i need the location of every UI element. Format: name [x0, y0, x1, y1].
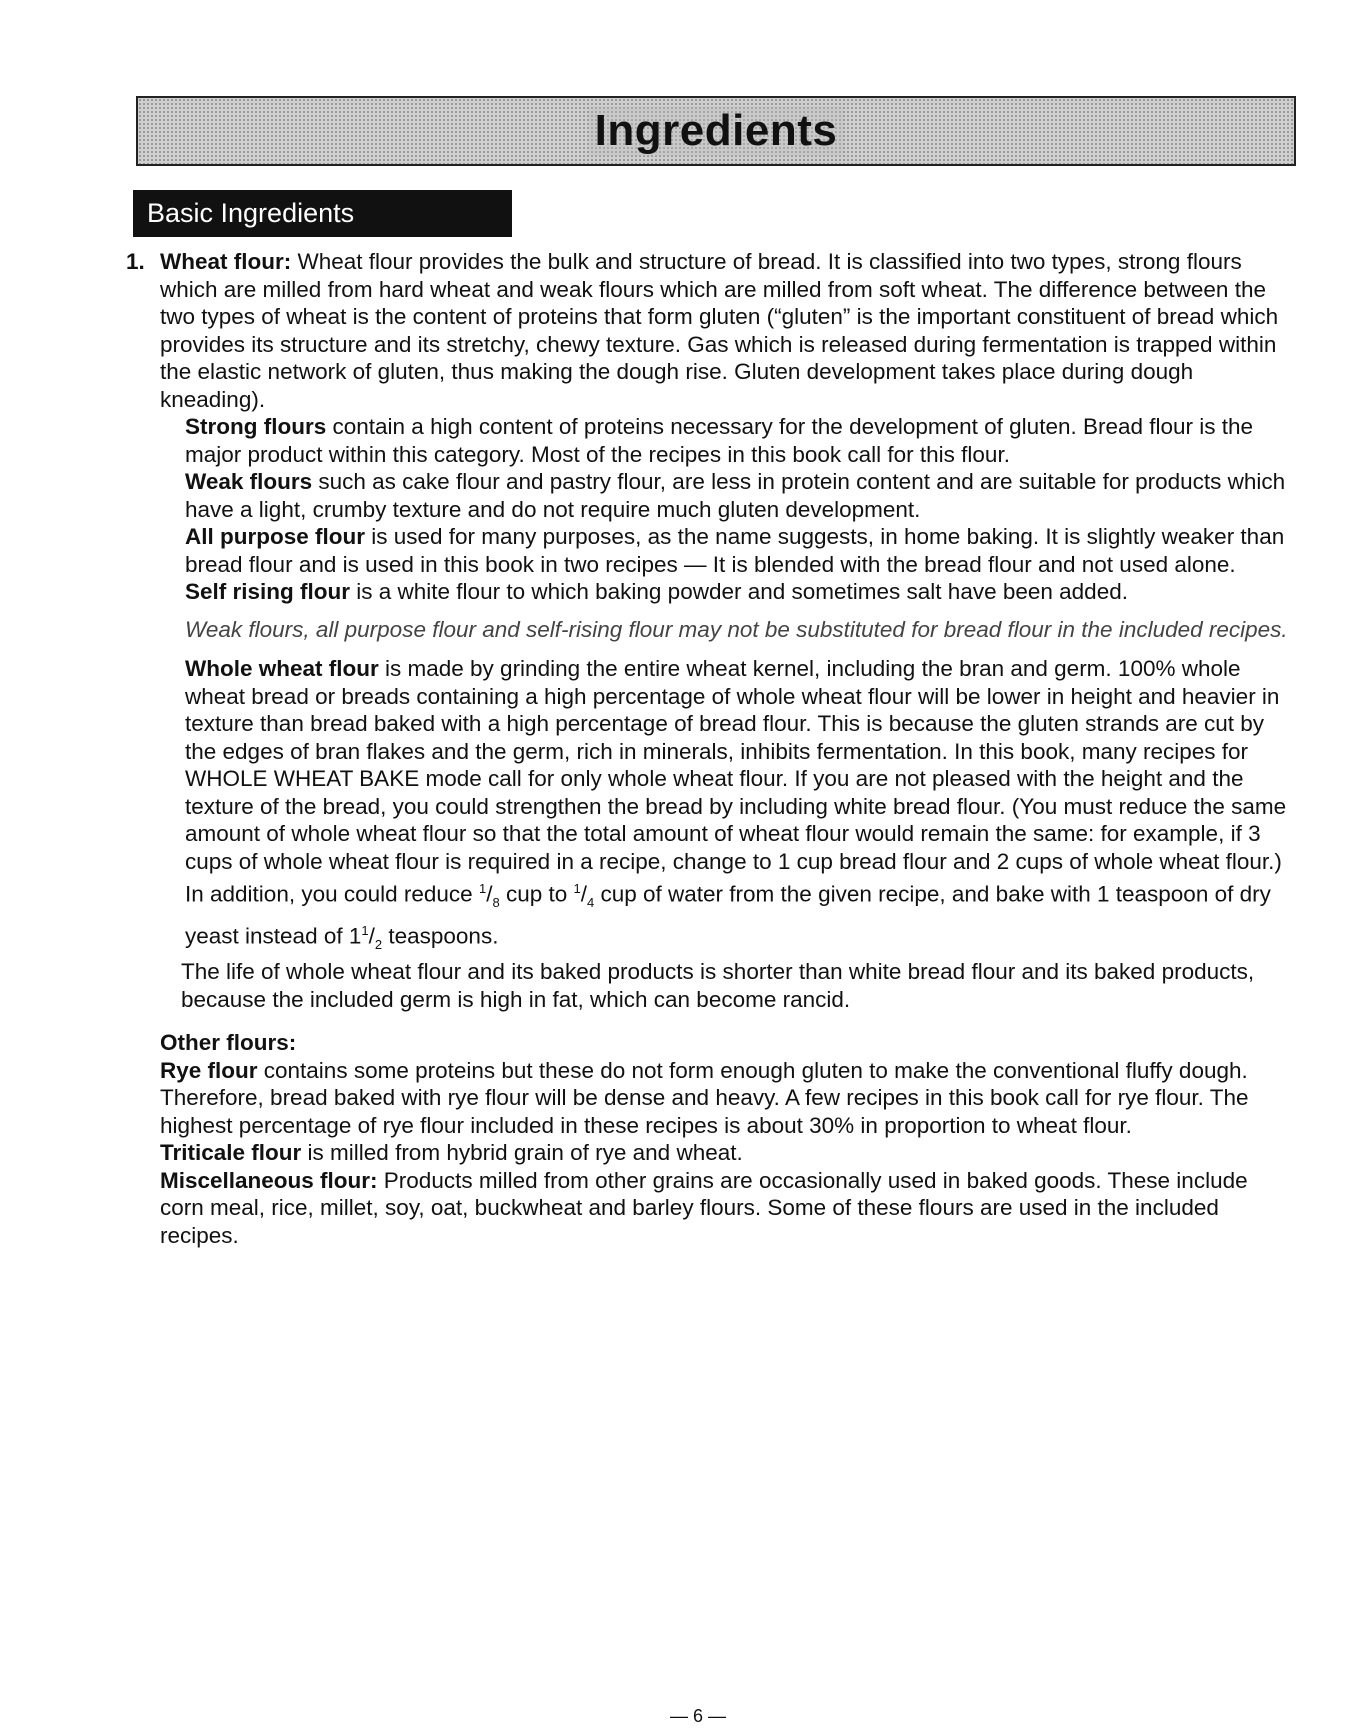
whole-wheat-text-c: cup of water from the given recipe, and bake with 1 teaspoon of dry yeast instead of 1 — [185, 881, 1271, 948]
weak-flours-text: such as cake flour and pastry flour, are less in protein content and are suitable for products which have a light, crumby texture and do not require much gluten development. — [185, 469, 1286, 522]
whole-wheat-text-a: is made by grinding the entire wheat kernel, including the bran and germ. 100% whole wheat bread or breads containing a high percentage of whole wheat flour will be lower in height and heavier in texture than bread baked with a high percentage of bread flour. This is because the gluten strands are cut by the edges of bran flakes and the germ, rich in minerals, inhibits fermentation. In this book, many recipes for WHOLE WHEAT BAKE mode call for only whole wheat flour. If you are not pleased with the height and the texture of the bread, you could strengthen the bread by including white bread flour. (You must reduce the same amount of whole wheat flour so that the total amount of wheat flour would remain the same: for example, if 3 cups of whole wheat flour is required in a recipe, change to 1 cup bread flour and 2 cups of whole wheat flour.) In addition, you could reduce — [185, 656, 1287, 907]
page-banner — [136, 96, 1296, 166]
strong-flours-label: Strong flours — [185, 414, 327, 439]
rye-flour-paragraph — [160, 1057, 1296, 1140]
misc-flour-label: Miscellaneous flour: — [160, 1167, 378, 1193]
fraction-numerator: 1 — [573, 881, 581, 896]
banner-title: Ingredients — [589, 106, 844, 156]
whole-wheat-life-paragraph: The life of whole wheat flour and its baked products is shorter than white bread flour and its baked products, because the included germ is high in fat, which can become rancid. — [181, 959, 1255, 1012]
fraction-denominator: 4 — [586, 895, 595, 910]
fraction-denominator: 8 — [492, 895, 500, 910]
body-text — [126, 248, 1296, 1249]
strong-flours-paragraph — [160, 413, 1296, 468]
other-flours-section — [126, 1029, 1296, 1249]
page-number: — 6 — — [669, 1706, 726, 1726]
whole-wheat-text-b: cup to — [499, 881, 574, 907]
misc-flour-paragraph — [160, 1167, 1296, 1250]
triticale-flour-text: is milled from hybrid grain of rye and wheat. — [301, 1140, 743, 1165]
all-purpose-label: All purpose flour — [185, 524, 365, 549]
substitution-note: Weak flours, all purpose flour and self-rising flour may not be substituted for bread flour in the included recipes. — [185, 616, 1288, 642]
triticale-flour-label: Triticale flour — [160, 1140, 302, 1165]
all-purpose-paragraph — [160, 523, 1296, 578]
strong-flours-text: contain a high content of proteins necessary for the development of gluten. Bread flour is the major product within this category. Most of the recipes in this book call for this flour. — [185, 414, 1254, 467]
other-flours-heading: Other flours: — [160, 1030, 297, 1055]
self-rising-text: is a white flour to which baking powder and sometimes salt have been added. — [350, 579, 1128, 604]
item-number: 1. — [126, 249, 145, 274]
triticale-flour-paragraph — [160, 1139, 1296, 1167]
whole-wheat-text-d: teaspoons. — [382, 923, 499, 948]
fraction-numerator: 1 — [361, 922, 369, 938]
misc-flour-text: Products milled from other grains are occasionally used in baked goods. These include corn meal, rice, millet, soy, oat, buckwheat and barley flours. Some of these flours are used in the included recipes. — [160, 1167, 1248, 1248]
rye-flour-text: contains some proteins but these do not form enough gluten to make the conventional fluffy dough. Therefore, bread baked with rye flour will be dense and heavy. A few recipes in this book call for rye flour. The highest percentage of rye flour included in these recipes is about 30% in proportion to wheat flour. — [160, 1057, 1249, 1138]
weak-flours-label: Weak flours — [185, 469, 313, 494]
whole-wheat-label: Whole wheat flour — [185, 656, 379, 681]
fraction-denominator: 2 — [374, 936, 383, 952]
self-rising-label: Self rising flour — [185, 579, 351, 604]
wheat-flour-intro — [160, 248, 1296, 413]
all-purpose-text: is used for many purposes, as the name suggests, in home baking. It is slightly weaker than bread flour and is used in this book in two recipes — It is blended with the bread flour and not used alone. — [185, 524, 1285, 577]
page-footer — [0, 1706, 1360, 1727]
fraction-numerator: 1 — [478, 881, 487, 896]
weak-flours-paragraph — [160, 468, 1296, 523]
section-header: Basic Ingredients — [133, 190, 512, 237]
wheat-flour-item — [126, 248, 1296, 1013]
wheat-flour-body — [160, 248, 1296, 1013]
whole-wheat-paragraph: Whole wheat flour is made by grinding the entire wheat kernel, including the bran and germ. 100% whole wheat bread or breads containing a high percentage of whole wheat flour will be lower in height and heavier in texture than bread baked with a high percentage of bread flour. This is because the gluten strands are cut by the edges of bran flakes and the germ, rich in minerals, inhibits fermentation. In this book, many recipes for WHOLE WHEAT BAKE mode call for only whole wheat flour. If you are not pleased with the height and the texture of the bread, you could strengthen the bread by including white bread flour. (You must reduce the same amount of whole wheat flour so that the total amount of wheat flour would remain the same: for example, if 3 cups of whole wheat flour is required in a recipe, change to 1 cup bread flour and 2 cups of whole wheat flour.) In addition, you could reduce $^1/_8$ cup to $^1/_4$ cup of water from the given recipe, and bake with 1 teaspoon of dry yeast instead of $1^1/_2$ teaspoons. — [185, 656, 1287, 952]
self-rising-paragraph — [160, 578, 1296, 606]
wheat-flour-label: Wheat flour: — [160, 249, 292, 274]
rye-flour-label: Rye flour — [160, 1057, 258, 1083]
wheat-flour-intro-text: Wheat flour provides the bulk and structure of bread. It is classified into two types, strong flours which are milled from hard wheat and weak flours which are milled from soft wheat. The difference between the two types of wheat is the content of proteins that form gluten (“gluten” is the important constituent of bread which provides its structure and its stretchy, chewy texture. Gas which is released during fermentation is trapped within the elastic network of gluten, thus making the dough rise. Gluten development takes place during dough kneading). — [160, 249, 1279, 412]
